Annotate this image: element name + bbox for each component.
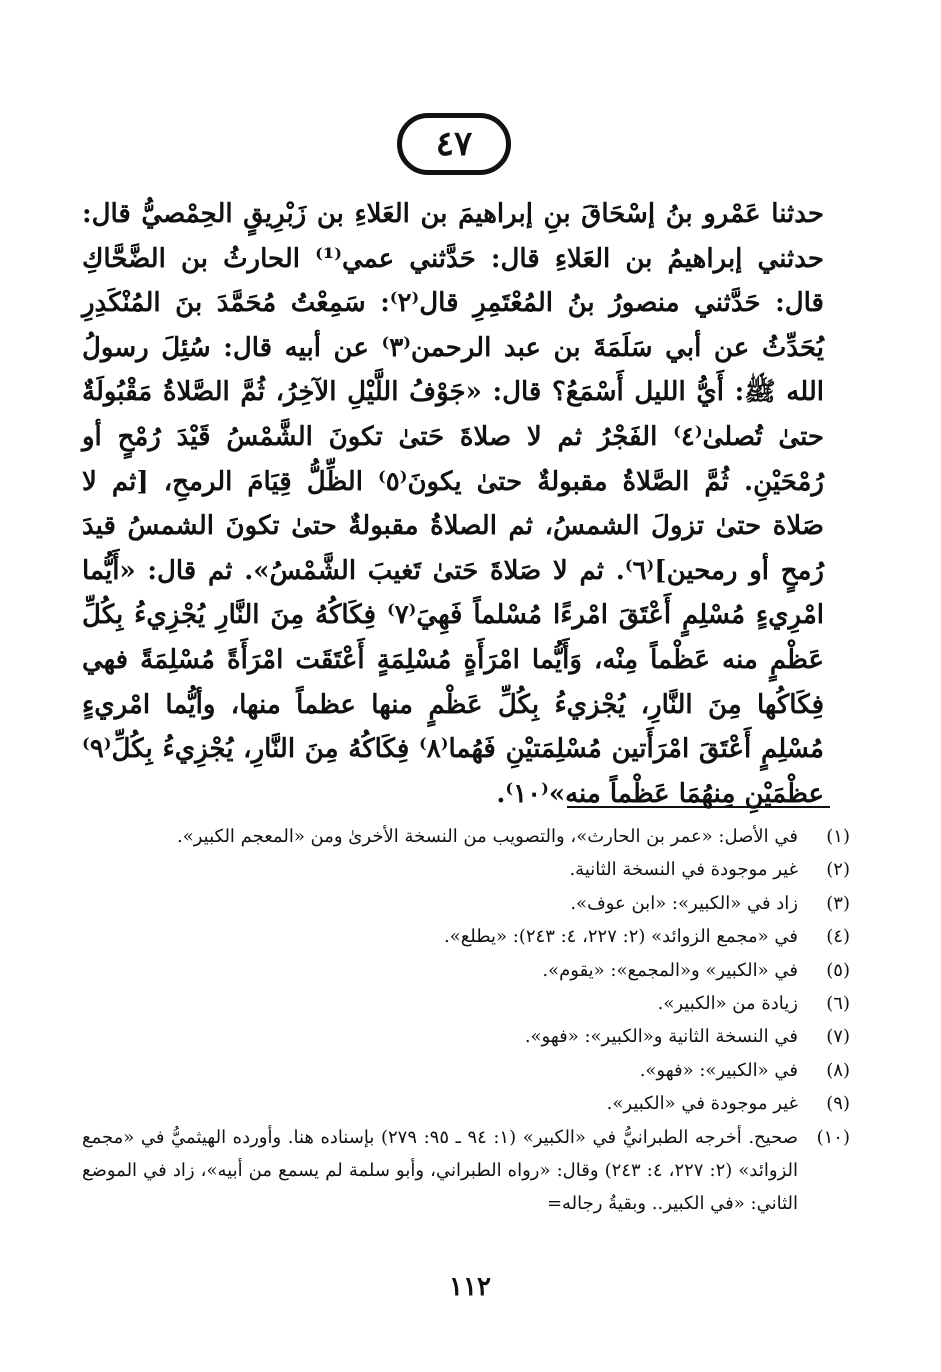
footnote bbox=[82, 820, 850, 853]
hadith-number: ٤٧ bbox=[435, 124, 473, 164]
footnote bbox=[82, 954, 850, 987]
footnote-number: (٣) bbox=[826, 892, 850, 914]
footnote-text: صحيح. أخرجه الطبرانيُّ في «الكبير» (١: ٩٤ ـ ٩٥: ٢٧٩) بإسناده هنا. وأورده الهيثميُّ في «مجمع الزوائد» (٢: ٢٢٧، ٤: ٢٤٣) وقال: «رواه الطبراني، وأبو سلمة لم يسمع من أبيه»، زاد في الموضع الثاني: «في الكبير.. وبقيةُ رجاله= bbox=[82, 1126, 798, 1215]
footnote-number: (٢) bbox=[826, 859, 850, 881]
hadith-paragraph: حدثنا عَمْرو بنُ إسْحَاقَ بنِ إبراهيمَ بن العَلاءِ بن زَبْرِيقٍ الحِمْصيُّ قال: حدثني إبراهيمُ بن العَلاءِ قال: حَدَّثني عمي⁽¹⁾ الحارثُ بن الضَّحَّاكِ قال: حَدَّثني منصورُ بنُ المُعْتَمِرِ قال⁽٢⁾: سَمِعْتُ مُحَمَّدَ بنَ المُنْكَدِرِ يُحَدِّثُ عن أبي سَلَمَةَ بن عبد الرحمن⁽٣⁾ عن أبيه قال: سُئِلَ رسولُ الله ﷺ: أَيُّ الليل أَسْمَعُ؟ قال: «جَوْفُ اللَّيْلِ الآخِرُ، ثُمَّ الصَّلاةُ مَقْبُولَةٌ حتىٰ تُصلىٰ⁽٤⁾ الفَجْرُ ثم لا صلاةَ حَتىٰ تكونَ الشَّمْسُ قَيْدَ رُمْحٍ أو رُمْحَيْنِ. ثُمَّ الصَّلاةُ مقبولةٌ حتىٰ يكونَ⁽٥⁾ الظِّلُّ قِيَامَ الرمحِ، [ثم لا صَلاة حتىٰ تزولَ الشمسُ، ثم الصلاةُ مقبولةٌ حتىٰ تكونَ الشمسُ قيدَ رُمحٍ أو رمحين]⁽٦⁾. ثم لا صَلاةَ حَتىٰ تَغيبَ الشَّمْسُ». ثم قال: «أَيُّما امْرِيءٍ مُسْلِمٍ أَعْتَقَ امْرءًا مُسْلماً فَهِيَ⁽٧⁾ فِكَاكُهُ مِنَ النَّارِ يُجْزِيءُ بِكُلِّ عَظْمٍ منه عَظْماً مِنْه، وَأَيُّما امْرَأَةٍ مُسْلِمَةٍ أَعْتَقَت امْرَأَةً مُسْلِمَةً فهي فِكَاكُها مِنَ النَّارِ، يُجْزيءُ بِكُلِّ عَظْمٍ منها عظماً منها، وأيُّما امْريءٍ مُسْلِمٍ أَعْتَقَ امْرَأَتين مُسْلِمَتيْنِ فَهُما⁽٨⁾ فِكَاكُهُ مِنَ النَّارِ، يُجْزِيءُ بِكُلِّ⁽٩⁾ عظْمَيْنِ مِنهُمَا عَظْماً منه»⁽١٠⁾. bbox=[82, 199, 824, 809]
footnote-text: في «مجمع الزوائد» (٢: ٢٢٧، ٤: ٢٤٣): «يطلع». bbox=[443, 926, 798, 948]
page-number: ١١٢ bbox=[449, 1272, 491, 1302]
footnote bbox=[82, 987, 850, 1020]
footnote-number: (٩) bbox=[826, 1093, 850, 1115]
footnote bbox=[82, 1121, 850, 1221]
footnote-text: غير موجودة في النسخة الثانية. bbox=[569, 859, 798, 881]
footnote bbox=[82, 1020, 850, 1053]
footnote-number: (٥) bbox=[826, 959, 850, 981]
footnote-text: في «الكبير»: «فهو». bbox=[639, 1059, 798, 1081]
footnote-separator bbox=[567, 806, 830, 808]
footnote-text: في النسخة الثانية و«الكبير»: «فهو». bbox=[524, 1026, 798, 1048]
hadith-text bbox=[82, 192, 824, 816]
footnote bbox=[82, 853, 850, 886]
footnote-number: (٦) bbox=[826, 993, 850, 1015]
footnote-text: في الأصل: «عمر بن الحارث»، والتصويب من النسخة الأخرىٰ ومن «المعجم الكبير». bbox=[176, 826, 798, 847]
footnote-number: (٧) bbox=[826, 1026, 850, 1048]
footnote bbox=[82, 1054, 850, 1087]
footnotes bbox=[82, 820, 850, 1221]
footnote bbox=[82, 920, 850, 953]
footnote-text: زاد في «الكبير»: «ابن عوف». bbox=[570, 892, 798, 914]
footnote-number: (٤) bbox=[826, 926, 850, 948]
footnote-text: في «الكبير» و«المجمع»: «يقوم». bbox=[542, 959, 798, 981]
footnote-text: غير موجودة في «الكبير». bbox=[606, 1093, 798, 1115]
footnote bbox=[82, 1087, 850, 1120]
footnote-number: (٨) bbox=[826, 1059, 850, 1081]
footnote-number: (١٠) bbox=[816, 1126, 850, 1148]
footnote-number: (١) bbox=[826, 826, 850, 847]
footnote-text: زيادة من «الكبير». bbox=[657, 993, 798, 1015]
footnote bbox=[82, 887, 850, 920]
hadith-number-badge bbox=[397, 113, 511, 175]
